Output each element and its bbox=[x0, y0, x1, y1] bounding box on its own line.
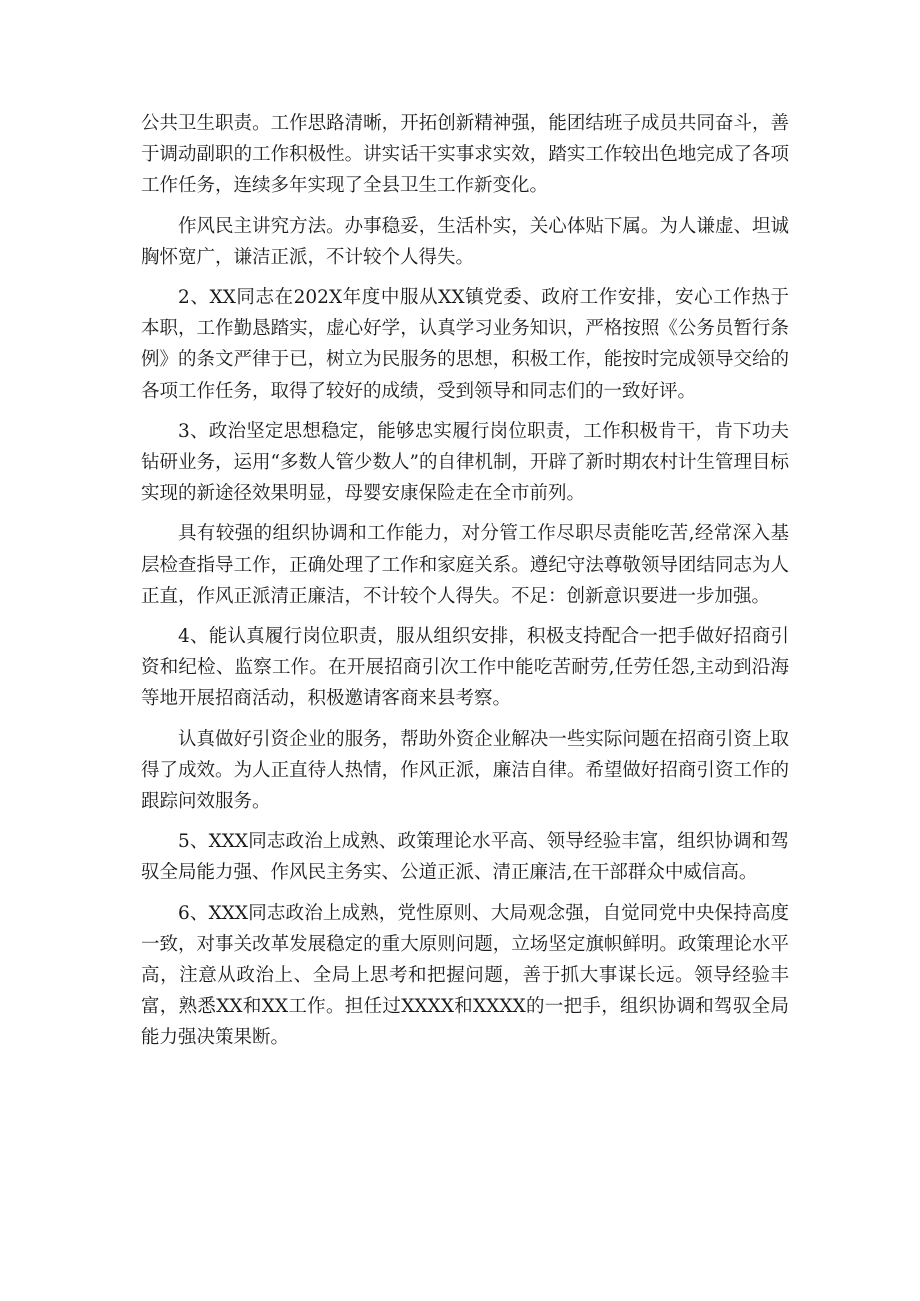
paragraph: 2、XX同志在202X年度中服从XX镇党委、政府工作安排，安心工作热于本职，工作勤恳踏实，虚心好学，认真学习业务知识，严格按照《公务员暂行条例》的条文严律于已，树立为民服务的思想，积极工作，能按时完成领导交给的各项工作任务，取得了较好的成绩，受到领导和同志们的一致好评。 bbox=[141, 287, 789, 402]
document-body bbox=[141, 108, 789, 1063]
paragraph: 认真做好引资企业的服务，帮助外资企业解决一些实际问题在招商引资上取得了成效。为人正直待人热情，作风正派，廉洁自律。希望做好招商引资工作的跟踪问效服务。 bbox=[141, 728, 789, 813]
paragraph: 5、XXX同志政治上成熟、政策理论水平高、领导经验丰富，组织协调和驾驭全局能力强、作风民主务实、公道正派、清正廉洁,在干部群众中威信高。 bbox=[141, 831, 789, 884]
paragraph: 公共卫生职责。工作思路清晰，开拓创新精神强，能团结班子成员共同奋斗，善于调动副职的工作积极性。讲实话干实事求实效，踏实工作较出色地完成了各项工作任务，连续多年实现了全县卫生工作新变化。 bbox=[141, 113, 789, 197]
paragraph: 4、能认真履行岗位职责，服从组织安排，积极支持配合一把手做好招商引资和纪检、监察工作。在开展招商引次工作中能吃苦耐劳,任劳任怨,主动到沿海等地开展招商活动，积极邀请客商来县考察。 bbox=[141, 626, 789, 710]
paragraph: 具有较强的组织协调和工作能力，对分管工作尽职尽责能吃苦,经常深入基层检查指导工作，正确处理了工作和家庭关系。遵纪守法尊敬领导团结同志为人正直，作风正派清正廉洁，不计较个人得失。不足：创新意识要进一步加强。 bbox=[141, 523, 789, 607]
paragraph: 3、政治坚定思想稳定，能够忠实履行岗位职责，工作积极肯干，肯下功夫钻研业务，运用“多数人管少数人”的自律机制，开辟了新时期农村计生管理目标实现的新途径效果明显，母婴安康保险走在全市前列。 bbox=[141, 420, 789, 505]
paragraph: 6、XXX同志政治上成熟，党性原则、大局观念强，自觉同党中央保持高度一致，对事关改革发展稳定的重大原则问题，立场坚定旗帜鲜明。政策理论水平高，注意从政治上、全局上思考和把握问题，善于抓大事谋长远。领导经验丰富，熟悉XX和XX工作。担任过XXXX和XXXX的一把手，组织协调和驾驭全局能力强决策果断。 bbox=[141, 902, 789, 1049]
paragraph: 作风民主讲究方法。办事稳妥，生活朴实，关心体贴下属。为人谦虚、坦诚胸怀宽广，谦洁正派，不计较个人得失。 bbox=[141, 215, 789, 268]
